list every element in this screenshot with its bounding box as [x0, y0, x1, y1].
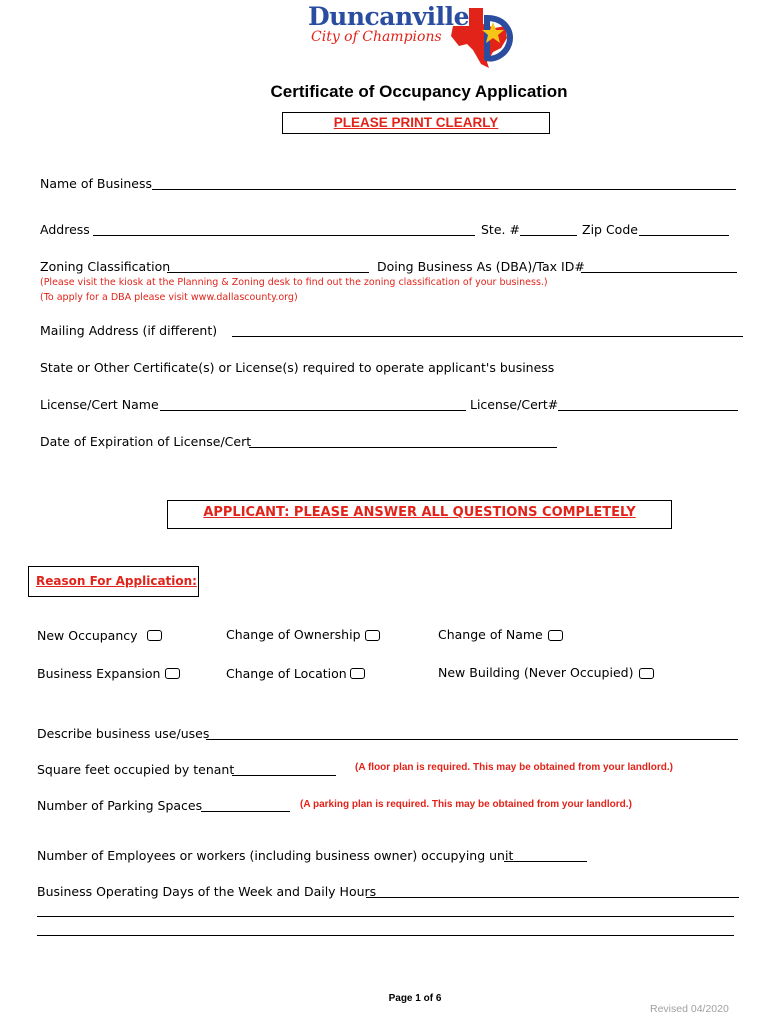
dba-field[interactable]	[581, 272, 737, 273]
mailing-address-field[interactable]	[232, 336, 743, 337]
license-name-field[interactable]	[160, 410, 466, 411]
operating-hours-line-2[interactable]	[37, 916, 734, 917]
change-ownership-checkbox[interactable]	[365, 630, 380, 641]
zoning-note: (Please visit the kiosk at the Planning & Zoning desk to find out the zoning classification of your business.)	[40, 277, 548, 288]
license-number-label: License/Cert#	[470, 397, 559, 412]
operating-hours-field[interactable]	[366, 897, 739, 898]
floor-plan-note: (A floor plan is required. This may be obtained from your landlord.)	[355, 762, 673, 773]
operating-hours-line-3[interactable]	[37, 935, 734, 936]
business-expansion-checkbox[interactable]	[165, 668, 180, 679]
change-location-checkbox[interactable]	[350, 668, 365, 679]
describe-business-field[interactable]	[206, 739, 738, 740]
zoning-label: Zoning Classification	[40, 259, 171, 274]
new-occupancy-checkbox[interactable]	[147, 630, 162, 641]
logo-city-name: Duncanville	[308, 2, 470, 31]
license-number-field[interactable]	[558, 410, 738, 411]
change-name-checkbox[interactable]	[548, 630, 563, 641]
mailing-address-label: Mailing Address (if different)	[40, 323, 218, 338]
zip-code-field[interactable]	[639, 235, 729, 236]
page-number: Page 1 of 6	[388, 993, 442, 1004]
operating-hours-label: Business Operating Days of the Week and Daily Hours	[37, 884, 377, 899]
square-feet-label: Square feet occupied by tenant	[37, 762, 235, 777]
new-building-label: New Building (Never Occupied)	[438, 665, 634, 680]
reason-heading: Reason For Application:	[36, 574, 197, 588]
describe-business-label: Describe business use/uses	[37, 726, 210, 741]
license-name-label: License/Cert Name	[40, 397, 159, 412]
address-label: Address	[40, 222, 90, 237]
expiration-label: Date of Expiration of License/Cert	[40, 434, 252, 449]
name-of-business-field[interactable]	[152, 189, 736, 190]
employees-field[interactable]	[504, 861, 587, 862]
reason-heading-box	[28, 566, 199, 597]
print-notice-box	[282, 112, 550, 134]
state-cert-label: State or Other Certificate(s) or License(s) required to operate applicant's business	[40, 360, 555, 375]
applicant-notice-box	[167, 500, 672, 529]
employees-label: Number of Employees or workers (including business owner) occupying unit	[37, 848, 514, 863]
name-of-business-label: Name of Business	[40, 176, 152, 191]
change-ownership-label: Change of Ownership	[226, 627, 361, 642]
parking-spaces-label: Number of Parking Spaces	[37, 798, 203, 813]
new-building-checkbox[interactable]	[639, 668, 654, 679]
ste-field[interactable]	[520, 235, 577, 236]
revised-date: Revised 04/2020	[650, 1003, 729, 1015]
dba-note: (To apply for a DBA please visit www.dallascounty.org)	[40, 292, 298, 303]
new-occupancy-label: New Occupancy	[37, 628, 138, 643]
zip-code-label: Zip Code	[582, 222, 638, 237]
dba-label: Doing Business As (DBA)/Tax ID#	[377, 259, 585, 274]
square-feet-field[interactable]	[232, 775, 336, 776]
expiration-field[interactable]	[249, 447, 557, 448]
change-location-label: Change of Location	[226, 666, 347, 681]
print-notice: PLEASE PRINT CLEARLY	[333, 115, 499, 130]
page-title: Certificate of Occupancy Application	[270, 82, 568, 101]
parking-spaces-field[interactable]	[201, 811, 290, 812]
logo-tagline: City of Champions	[311, 29, 442, 45]
applicant-notice: APPLICANT: PLEASE ANSWER ALL QUESTIONS COMPLETELY	[203, 505, 636, 520]
zoning-field[interactable]	[167, 272, 369, 273]
parking-plan-note: (A parking plan is required. This may be obtained from your landlord.)	[300, 799, 632, 810]
ste-label: Ste. #	[481, 222, 520, 237]
city-logo	[308, 2, 523, 72]
texas-star-icon	[443, 4, 521, 70]
address-field[interactable]	[93, 235, 475, 236]
change-name-label: Change of Name	[438, 627, 543, 642]
business-expansion-label: Business Expansion	[37, 666, 161, 681]
